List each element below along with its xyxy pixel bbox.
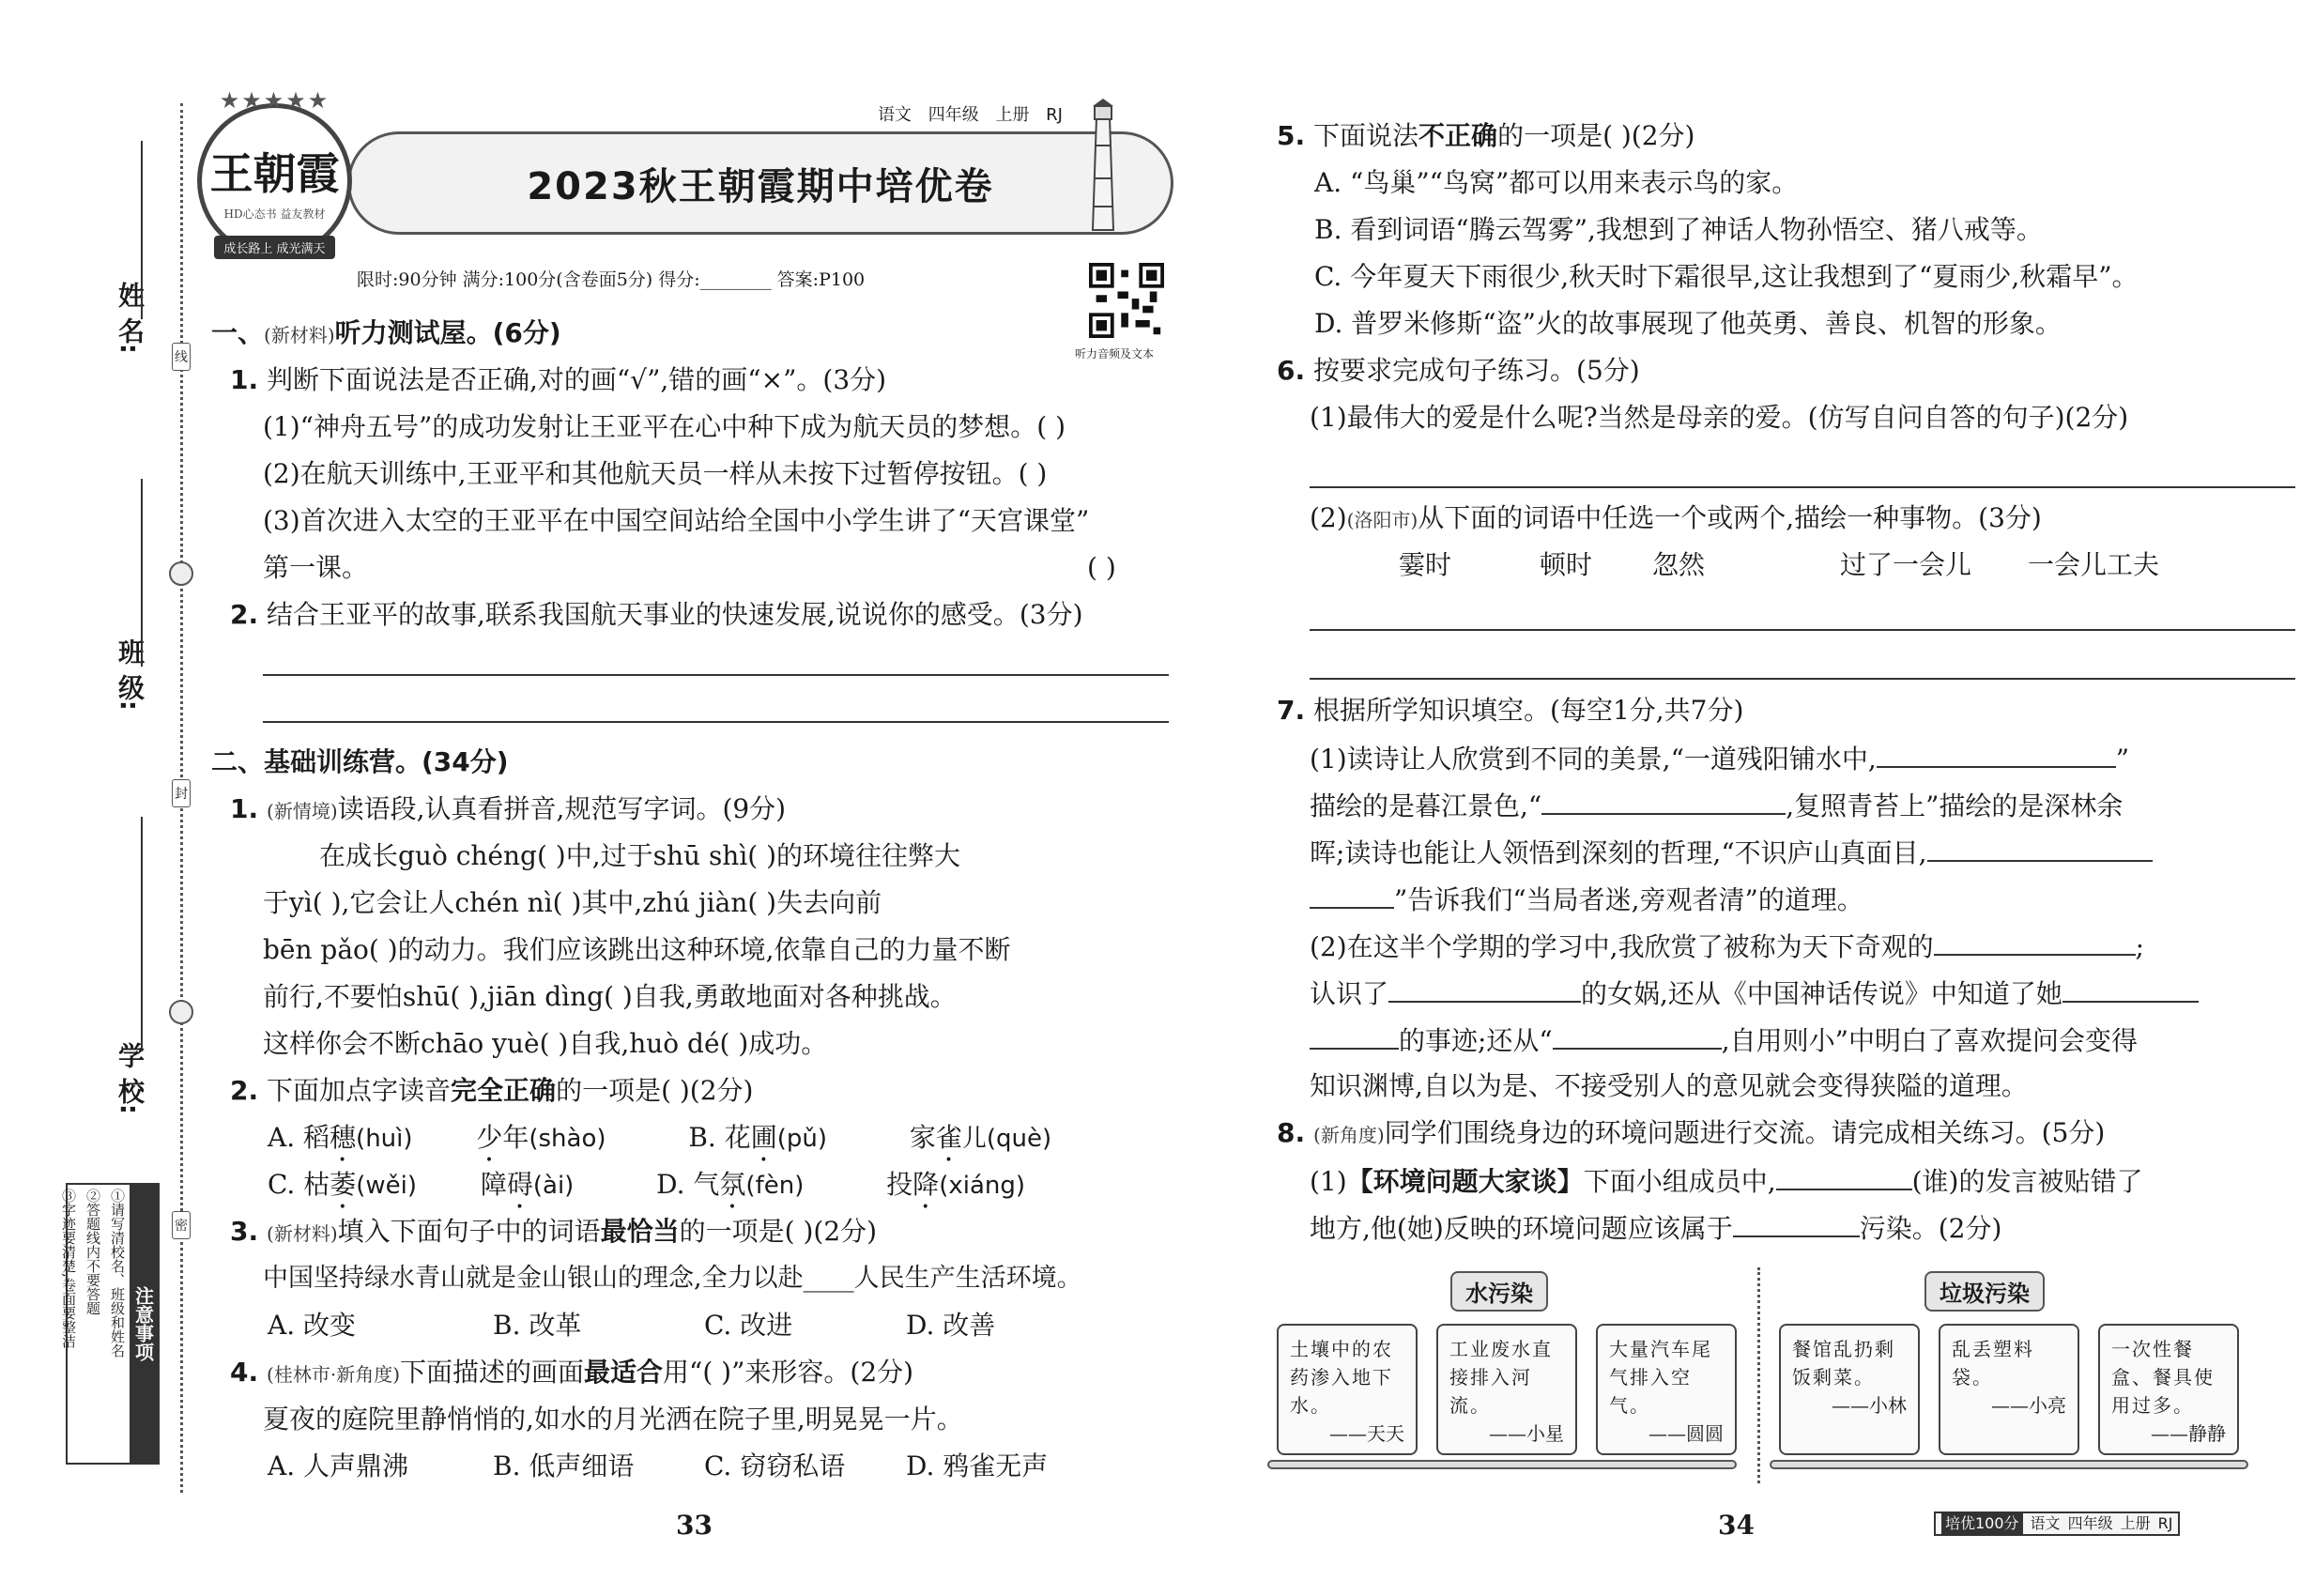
option-d[interactable]: D. 鸦雀无声 (906, 1450, 1049, 1481)
question-8: 8. (新角度)同学们围绕身边的环境问题进行交流。请完成相关练习。(5分) (1277, 1117, 2106, 1148)
option-d[interactable]: D. 气氛(fèn) (656, 1169, 805, 1200)
page-title: 2023秋王朝霞期中培优卷 (527, 164, 994, 208)
answer-line[interactable] (263, 721, 1169, 723)
q7-line: (1)读诗让人欣赏到不同的美景,“一道残阳铺水中, ” (1310, 744, 2130, 775)
opinion-card[interactable]: 餐馆乱扔剩饭剩菜。 ——小林 (1779, 1324, 1920, 1455)
option-b-2: 家雀儿(què) (909, 1122, 1052, 1153)
word-option[interactable]: 霎时 (1399, 549, 1452, 580)
option-c[interactable]: C. 窃窃私语 (704, 1450, 846, 1481)
q8-part-1: (1)【环境问题大家谈】下面小组成员中, (谁)的发言被贴错了 (1310, 1166, 2143, 1197)
option-c[interactable]: C. 改进 (704, 1310, 793, 1341)
basic-question-1: 1. (新情境)读语段,认真看拼音,规范写字词。(9分) (230, 793, 787, 824)
qr-caption: 听力音频及文本 (1075, 347, 1155, 361)
option-a[interactable]: A. 改变 (268, 1310, 357, 1341)
option-a[interactable]: A. 稻穗(huì) (268, 1122, 413, 1153)
notice-item: ③字迹要清楚,卷面要整洁 (60, 1189, 77, 1348)
name-field[interactable] (141, 141, 143, 319)
lighthouse-icon (1080, 99, 1127, 239)
binding-hole-top (169, 561, 193, 586)
q1-item-2[interactable]: (2)在航天训练中,王亚平和其他航天员一样从未按下过暂停按钮。( ) (263, 458, 1048, 489)
page-number: 34 (1718, 1510, 1755, 1541)
basic-question-3: 3. (新材料)填入下面句子中的词语最恰当的一项是( )(2分) (230, 1216, 878, 1247)
pinyin-passage-line[interactable]: 这样你会不断chāo yuè( )自我,huò dé( )成功。 (263, 1028, 828, 1059)
answer-line[interactable] (263, 674, 1169, 676)
fill-blank[interactable] (1553, 1023, 1722, 1050)
option-c[interactable]: C. 今年夏天下雨很少,秋天时下霜很早,这让我想到了“夏雨少,秋霜早”。 (1314, 261, 2139, 292)
word-option[interactable]: 过了一会儿 (1840, 549, 1972, 580)
option-d[interactable]: D. 普罗米修斯“盗”火的故事展现了他英勇、善良、机智的形象。 (1314, 308, 2062, 339)
question-5: 5. 下面说法不正确的一项是( )(2分) (1277, 120, 1695, 151)
q7-line: 知识渊博,自以为是、不接受别人的意见就会变得狭隘的道理。 (1310, 1070, 2028, 1101)
word-option[interactable]: 顿时 (1540, 549, 1593, 580)
option-row (268, 1122, 1051, 1168)
opinion-card[interactable]: 土壤中的农药渗入地下水。 ——天天 (1277, 1324, 1418, 1455)
word-list (1399, 549, 2159, 581)
water-pollution-header: 水污染 (1450, 1271, 1548, 1312)
opinion-card[interactable]: 大量汽车尾气排入空气。 ——圆圆 (1596, 1324, 1737, 1455)
notice-item: ②答题线内不要答题 (84, 1189, 101, 1315)
notice-item: ①请写清校名、班级和姓名 (109, 1189, 126, 1358)
option-row (268, 1450, 1048, 1482)
fill-blank[interactable] (1927, 836, 2153, 862)
class-label: 班 级: (115, 638, 146, 711)
pinyin-passage-line[interactable]: bēn pǎo( )的动力。我们应该跳出这种环境,依靠自己的力量不断 (263, 934, 1011, 965)
page-number: 33 (676, 1510, 713, 1541)
exam-meta: 限时:90分钟 满分:100分(含卷面5分) 得分:________ 答案:P100 (357, 269, 866, 290)
option-b[interactable]: B. 改革 (493, 1310, 582, 1341)
section-2-heading: 二、基础训练营。(34分) (211, 746, 509, 777)
question-1: 1. 判断下面说法是否正确,对的画“√”,错的画“×”。(3分) (230, 364, 887, 395)
option-a-2: 少年(shào) (476, 1122, 606, 1153)
pinyin-passage-line[interactable]: 前行,不要怕shū( ),jiān dìng( )自我,勇敢地面对各种挑战。 (263, 981, 957, 1012)
q7-line: 的事迹;还从“ ,自用则小”中明白了喜欢提问会变得 (1310, 1023, 2138, 1057)
notice-box (60, 1183, 160, 1465)
logo-sub: HD心态书 益友教材 (223, 207, 326, 221)
question-2: 2. 结合王亚平的故事,联系我国航天事业的快速发展,说说你的感受。(3分) (230, 599, 1083, 630)
q3-sentence: 中国坚持绿水青山就是金山银山的理念,全力以赴____人民生产生活环境。 (263, 1264, 1082, 1293)
cut-mark-seal: 封 (172, 779, 191, 807)
option-row (268, 1169, 1025, 1215)
title-banner (347, 131, 1173, 235)
option-d[interactable]: D. 改善 (906, 1310, 996, 1341)
word-option[interactable]: 忽然 (1652, 549, 1706, 580)
answer-line[interactable] (1310, 678, 2295, 680)
logo-ribbon: 成长路上 成光满天 (214, 236, 334, 259)
option-c[interactable]: C. 枯萎(wěi) (268, 1169, 418, 1200)
fill-blank[interactable] (1388, 976, 1581, 1003)
answer-line[interactable] (1310, 629, 2295, 631)
school-field[interactable] (141, 817, 143, 1051)
q7-line: 晖;读诗也能让人领悟到深刻的哲理,“不识庐山真面目, (1310, 836, 2153, 869)
binding-hole-bottom (169, 1000, 193, 1024)
option-row (268, 1310, 995, 1342)
opinion-card[interactable]: 一次性餐盒、餐具使用过多。 ——静静 (2098, 1324, 2239, 1455)
notice-title: 注意事项 (130, 1185, 158, 1463)
opinion-card[interactable]: 乱丢塑料袋。 ——小亮 (1939, 1324, 2079, 1455)
fill-blank[interactable] (2062, 976, 2199, 1003)
cut-mark-line: 线 (172, 343, 191, 371)
opinion-card[interactable]: 工业废水直接排入河流。 ——小星 (1436, 1324, 1577, 1455)
subject-tag: 语文 四年级 上册 RJ (878, 105, 1063, 125)
q6-part-1: (1)最伟大的爱是什么呢?当然是母亲的爱。(仿写自问自答的句子)(2分) (1310, 402, 2129, 433)
q1-item-3: (3)首次进入太空的王亚平在中国空间站给全国中小学生讲了“天宫课堂” (263, 505, 1090, 536)
pinyin-passage-line[interactable]: 在成长guò chéng( )中,过于shū shì( )的环境往往弊大 (319, 840, 961, 871)
q1-item-3-cont: 第一课。 (263, 552, 369, 583)
fill-blank[interactable] (1733, 1211, 1860, 1237)
option-d-2: 投降(xiáng) (886, 1169, 1025, 1200)
brand-logo (197, 87, 352, 258)
fill-blank[interactable] (1310, 882, 1394, 909)
option-c-2: 障碍(ài) (480, 1169, 575, 1200)
question-7: 7. 根据所学知识填空。(每空1分,共7分) (1277, 695, 1744, 726)
fill-blank[interactable] (1310, 1023, 1399, 1050)
word-option[interactable]: 一会儿工夫 (2028, 549, 2160, 580)
right-page (1211, 0, 2300, 1596)
option-a[interactable]: A. 人声鼎沸 (268, 1450, 409, 1481)
option-b[interactable]: B. 低声细语 (493, 1450, 635, 1481)
cut-mark-close: 密 (172, 1211, 191, 1239)
q4-sentence: 夏夜的庭院里静悄悄的,如水的月光洒在院子里,明晃晃一片。 (263, 1404, 963, 1435)
garbage-pollution-header: 垃圾污染 (1924, 1271, 2045, 1312)
fill-blank[interactable] (1934, 929, 2136, 956)
q7-line: 描绘的是暮江景色,“ ,复照青苔上”描绘的是深林余 (1310, 790, 2124, 821)
card-stand (1267, 1460, 1737, 1469)
q7-line: (2)在这半个学期的学习中,我欣赏了被称为天下奇观的 ; (1310, 931, 2145, 962)
basic-question-4: 4. (桂林市·新角度)下面描述的画面最适合用“( )”来形容。(2分) (230, 1357, 914, 1388)
section-1-heading: 一、(新材料)听力测试屋。(6分) (211, 317, 561, 348)
option-b[interactable]: B. 看到词语“腾云驾雾”,我想到了神话人物孙悟空、猪八戒等。 (1314, 214, 2043, 245)
option-a[interactable]: A. “鸟巢”“鸟窝”都可以用来表示鸟的家。 (1314, 167, 1799, 198)
fill-blank[interactable] (1776, 1164, 1912, 1190)
footer-series-tag: 培优100分 语文 四年级 上册 RJ (1934, 1512, 2180, 1536)
answer-line[interactable] (1310, 486, 2295, 488)
fill-blank[interactable] (1877, 742, 2116, 768)
group-divider (1757, 1267, 1760, 1483)
qr-code-icon[interactable] (1089, 263, 1164, 338)
card-stand (1770, 1460, 2248, 1469)
q8-part-1-cont: 地方,他(她)反映的环境问题应该属于 污染。(2分) (1310, 1213, 2002, 1244)
pinyin-passage-line[interactable]: 于yì( ),它会让人chén nì( )其中,zhú jiàn( )失去向前 (263, 887, 882, 918)
question-6: 6. 按要求完成句子练习。(5分) (1277, 355, 1640, 386)
star-icon: ★★★★★ (219, 87, 330, 114)
logo-name: 王朝霞 (209, 148, 340, 199)
fill-blank[interactable] (1541, 789, 1786, 815)
option-b[interactable]: B. 花圃(pǔ) (688, 1122, 828, 1153)
q1-item-1[interactable]: (1)“神舟五号”的成功发射让王亚平在心中种下成为航天员的梦想。( ) (263, 411, 1066, 442)
q7-line: ”告诉我们“当局者迷,旁观者清”的道理。 (1310, 882, 1863, 916)
name-label: 姓 名: (115, 282, 146, 354)
school-label: 学 校: (115, 1042, 146, 1114)
q6-part-2: (2)(洛阳市)从下面的词语中任选一个或两个,描绘一种事物。(3分) (1310, 502, 2042, 533)
basic-question-2: 2. 下面加点字读音完全正确的一项是( )(2分) (230, 1075, 754, 1106)
class-field[interactable] (141, 479, 143, 667)
q7-line: 认识了 的女娲,还从《中国神话传说》中知道了她 (1310, 976, 2199, 1010)
q1-item-3-answer[interactable]: ( ) (1087, 552, 1116, 583)
